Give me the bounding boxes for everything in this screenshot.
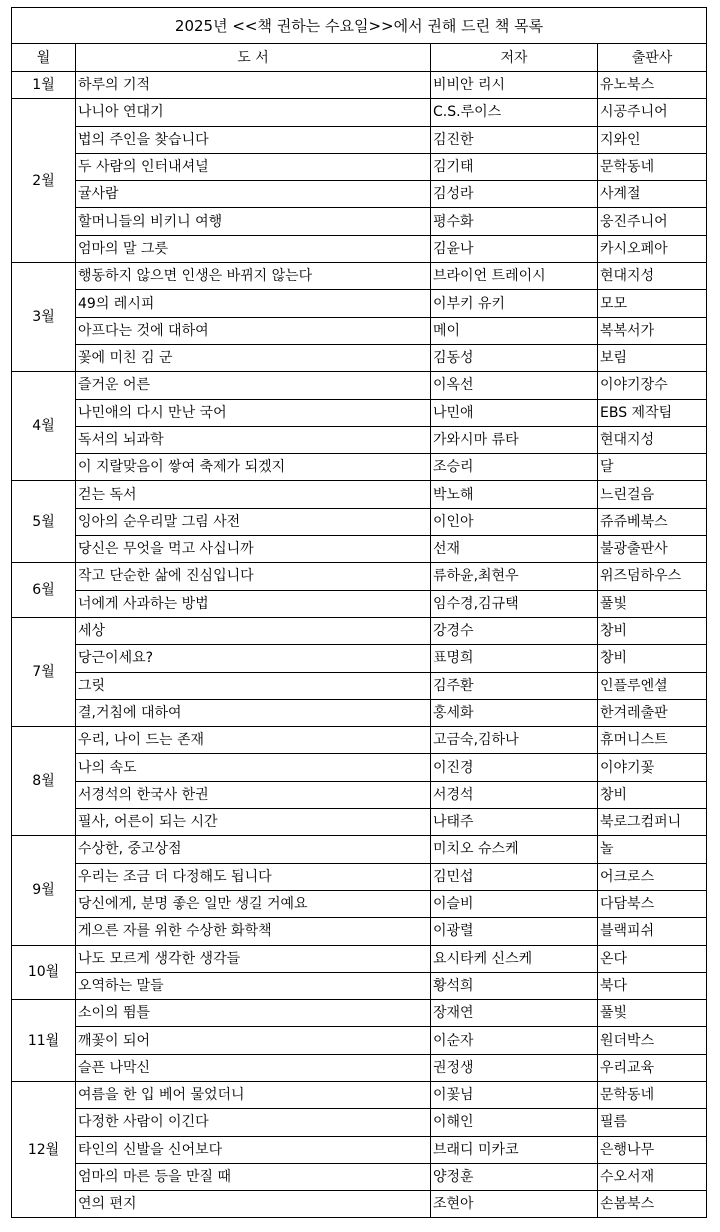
publisher-cell: 북로그컴퍼니 (598, 809, 707, 836)
table-row (12, 918, 707, 945)
table-row (12, 563, 707, 590)
author-cell: 이부키 유키 (431, 290, 598, 317)
book-title-cell: 다정한 사람이 이긴다 (76, 1109, 431, 1136)
month-cell: 10월 (12, 945, 76, 1000)
author-cell: 평수화 (431, 208, 598, 235)
author-cell: 임수경,김규택 (431, 590, 598, 617)
author-cell: 가와시마 류타 (431, 426, 598, 453)
publisher-cell: 블랙피쉬 (598, 918, 707, 945)
author-cell: 이광렬 (431, 918, 598, 945)
table-row (12, 890, 707, 917)
table-row (12, 208, 707, 235)
table-row (12, 1054, 707, 1081)
month-cell: 11월 (12, 1000, 76, 1082)
author-cell: 이꽃님 (431, 1081, 598, 1108)
publisher-cell: 풀빛 (598, 1000, 707, 1027)
table-row (12, 1000, 707, 1027)
table-row (12, 727, 707, 754)
book-title-cell: 세상 (76, 617, 431, 644)
publisher-cell: 창비 (598, 645, 707, 672)
book-title-cell: 수상한, 중고상점 (76, 836, 431, 863)
book-title-cell: 엄마의 말 그릇 (76, 235, 431, 262)
publisher-cell: 수오서재 (598, 1163, 707, 1190)
book-title-cell: 게으른 자를 위한 수상한 화학책 (76, 918, 431, 945)
publisher-cell: 창비 (598, 617, 707, 644)
table-row (12, 617, 707, 644)
table-row (12, 290, 707, 317)
month-cell: 3월 (12, 263, 76, 372)
publisher-cell: 손봄북스 (598, 1191, 707, 1218)
book-title-cell: 당근이세요? (76, 645, 431, 672)
table-row (12, 645, 707, 672)
month-cell: 12월 (12, 1081, 76, 1217)
table-row (12, 945, 707, 972)
book-title-cell: 당신에게, 분명 좋은 일만 생길 거예요 (76, 890, 431, 917)
author-cell: 김동성 (431, 344, 598, 371)
book-title-cell: 연의 편지 (76, 1191, 431, 1218)
header-book: 도 서 (76, 44, 431, 72)
book-title-cell: 엄마의 마른 등을 만질 때 (76, 1163, 431, 1190)
table-row (12, 372, 707, 399)
author-cell: 비비안 리시 (431, 72, 598, 99)
book-title-cell: 두 사람의 인터내셔널 (76, 153, 431, 180)
book-title-cell: 결,거침에 대하여 (76, 699, 431, 726)
book-title-cell: 즐거운 어른 (76, 372, 431, 399)
publisher-cell: 휴머니스트 (598, 727, 707, 754)
publisher-cell: 모모 (598, 290, 707, 317)
table-row (12, 836, 707, 863)
book-title-cell: 걷는 독서 (76, 481, 431, 508)
table-row (12, 1109, 707, 1136)
publisher-cell: 우리교육 (598, 1054, 707, 1081)
table-row (12, 1027, 707, 1054)
book-title-cell: 독서의 뇌과학 (76, 426, 431, 453)
table-row (12, 426, 707, 453)
publisher-cell: 현대지성 (598, 263, 707, 290)
author-cell: 미치오 슈스케 (431, 836, 598, 863)
publisher-cell: 북다 (598, 972, 707, 999)
author-cell: 김윤나 (431, 235, 598, 262)
book-title-cell: 타인의 신발을 신어보다 (76, 1136, 431, 1163)
author-cell: 김기태 (431, 153, 598, 180)
publisher-cell: 카시오페아 (598, 235, 707, 262)
table-row (12, 454, 707, 481)
page-title: 2025년 <<책 권하는 수요일>>에서 권해 드린 책 목록 (12, 8, 707, 44)
author-cell: 김주환 (431, 672, 598, 699)
table-row (12, 317, 707, 344)
author-cell: 이슬비 (431, 890, 598, 917)
publisher-cell: 문학동네 (598, 1081, 707, 1108)
table-row (12, 1191, 707, 1218)
table-row (12, 263, 707, 290)
publisher-cell: 사계절 (598, 181, 707, 208)
table-row (12, 1136, 707, 1163)
publisher-cell: 웅진주니어 (598, 208, 707, 235)
month-cell: 6월 (12, 563, 76, 618)
table-row (12, 699, 707, 726)
publisher-cell: 지와인 (598, 126, 707, 153)
book-title-cell: 작고 단순한 삶에 진심입니다 (76, 563, 431, 590)
month-cell: 7월 (12, 617, 76, 726)
author-cell: 장재연 (431, 1000, 598, 1027)
author-cell: 메이 (431, 317, 598, 344)
author-cell: 브라이언 트레이시 (431, 263, 598, 290)
month-cell: 4월 (12, 372, 76, 481)
book-title-cell: 나민애의 다시 만난 국어 (76, 399, 431, 426)
month-cell: 2월 (12, 99, 76, 263)
table-row (12, 972, 707, 999)
publisher-cell: 은행나무 (598, 1136, 707, 1163)
table-row (12, 99, 707, 126)
publisher-cell: 원더박스 (598, 1027, 707, 1054)
header-author: 저자 (431, 44, 598, 72)
table-row (12, 672, 707, 699)
table-row (12, 235, 707, 262)
author-cell: 서경석 (431, 781, 598, 808)
table-row (12, 781, 707, 808)
book-title-cell: 법의 주인을 찾습니다 (76, 126, 431, 153)
book-title-cell: 소이의 뜀틀 (76, 1000, 431, 1027)
publisher-cell: 유노북스 (598, 72, 707, 99)
publisher-cell: 쥬쥬베북스 (598, 508, 707, 535)
book-title-cell: 49의 레시피 (76, 290, 431, 317)
month-cell: 9월 (12, 836, 76, 945)
book-title-cell: 서경석의 한국사 한권 (76, 781, 431, 808)
author-cell: 브래디 미카코 (431, 1136, 598, 1163)
book-title-cell: 우리는 조금 더 다정해도 됩니다 (76, 863, 431, 890)
publisher-cell: 놀 (598, 836, 707, 863)
header-publisher: 출판사 (598, 44, 707, 72)
publisher-cell: 시공주니어 (598, 99, 707, 126)
publisher-cell: 문학동네 (598, 153, 707, 180)
book-title-cell: 나도 모르게 생각한 생각들 (76, 945, 431, 972)
author-cell: C.S.루이스 (431, 99, 598, 126)
table-row (12, 399, 707, 426)
publisher-cell: 불광출판사 (598, 536, 707, 563)
author-cell: 홍세화 (431, 699, 598, 726)
author-cell: 권정생 (431, 1054, 598, 1081)
author-cell: 이진경 (431, 754, 598, 781)
table-row (12, 1163, 707, 1190)
book-title-cell: 오역하는 말들 (76, 972, 431, 999)
header-month: 월 (12, 44, 76, 72)
publisher-cell: 한겨레출판 (598, 699, 707, 726)
author-cell: 이해인 (431, 1109, 598, 1136)
author-cell: 김진한 (431, 126, 598, 153)
book-title-cell: 깨꽃이 되어 (76, 1027, 431, 1054)
author-cell: 선재 (431, 536, 598, 563)
publisher-cell: 달 (598, 454, 707, 481)
book-rows (12, 72, 707, 1218)
author-cell: 표명희 (431, 645, 598, 672)
table-row (12, 344, 707, 371)
book-list-table (11, 7, 707, 1218)
book-title-cell: 잉아의 순우리말 그림 사전 (76, 508, 431, 535)
publisher-cell: 필름 (598, 1109, 707, 1136)
book-title-cell: 당신은 무엇을 먹고 사십니까 (76, 536, 431, 563)
author-cell: 김성라 (431, 181, 598, 208)
table-row (12, 1081, 707, 1108)
author-cell: 나태주 (431, 809, 598, 836)
book-title-cell: 여름을 한 입 베어 물었더니 (76, 1081, 431, 1108)
book-title-cell: 너에게 사과하는 방법 (76, 590, 431, 617)
publisher-cell: 이야기꽃 (598, 754, 707, 781)
month-cell: 1월 (12, 72, 76, 99)
author-cell: 조현아 (431, 1191, 598, 1218)
title-row (12, 8, 707, 44)
publisher-cell: 어크로스 (598, 863, 707, 890)
book-title-cell: 우리, 나이 드는 존재 (76, 727, 431, 754)
publisher-cell: 인플루엔셜 (598, 672, 707, 699)
book-title-cell: 그릿 (76, 672, 431, 699)
table-row (12, 126, 707, 153)
book-title-cell: 이 지랄맞음이 쌓여 축제가 되겠지 (76, 454, 431, 481)
publisher-cell: 위즈덤하우스 (598, 563, 707, 590)
author-cell: 강경수 (431, 617, 598, 644)
header-row (12, 44, 707, 72)
book-title-cell: 할머니들의 비키니 여행 (76, 208, 431, 235)
book-title-cell: 아프다는 것에 대하여 (76, 317, 431, 344)
month-cell: 5월 (12, 481, 76, 563)
table-row (12, 481, 707, 508)
publisher-cell: 풀빛 (598, 590, 707, 617)
table-row (12, 809, 707, 836)
table-row (12, 72, 707, 99)
author-cell: 나민애 (431, 399, 598, 426)
book-title-cell: 하루의 기적 (76, 72, 431, 99)
author-cell: 요시타케 신스케 (431, 945, 598, 972)
publisher-cell: 다담북스 (598, 890, 707, 917)
table-row (12, 508, 707, 535)
table-row (12, 181, 707, 208)
author-cell: 황석희 (431, 972, 598, 999)
publisher-cell: 복복서가 (598, 317, 707, 344)
author-cell: 이인아 (431, 508, 598, 535)
publisher-cell: 느린걸음 (598, 481, 707, 508)
table-row (12, 153, 707, 180)
author-cell: 류하윤,최현우 (431, 563, 598, 590)
table-row (12, 754, 707, 781)
author-cell: 고금숙,김하나 (431, 727, 598, 754)
book-title-cell: 슬픈 나막신 (76, 1054, 431, 1081)
book-title-cell: 꽃에 미친 김 군 (76, 344, 431, 371)
publisher-cell: 온다 (598, 945, 707, 972)
book-title-cell: 필사, 어른이 되는 시간 (76, 809, 431, 836)
author-cell: 이순자 (431, 1027, 598, 1054)
author-cell: 양정훈 (431, 1163, 598, 1190)
author-cell: 조승리 (431, 454, 598, 481)
publisher-cell: 이야기장수 (598, 372, 707, 399)
publisher-cell: 창비 (598, 781, 707, 808)
table-row (12, 863, 707, 890)
publisher-cell: 현대지성 (598, 426, 707, 453)
author-cell: 박노해 (431, 481, 598, 508)
month-cell: 8월 (12, 727, 76, 836)
author-cell: 이옥선 (431, 372, 598, 399)
table-row (12, 536, 707, 563)
book-title-cell: 나니아 연대기 (76, 99, 431, 126)
table-row (12, 590, 707, 617)
publisher-cell: EBS 제작팀 (598, 399, 707, 426)
publisher-cell: 보림 (598, 344, 707, 371)
book-title-cell: 행동하지 않으면 인생은 바뀌지 않는다 (76, 263, 431, 290)
book-title-cell: 귤사람 (76, 181, 431, 208)
book-title-cell: 나의 속도 (76, 754, 431, 781)
author-cell: 김민섭 (431, 863, 598, 890)
